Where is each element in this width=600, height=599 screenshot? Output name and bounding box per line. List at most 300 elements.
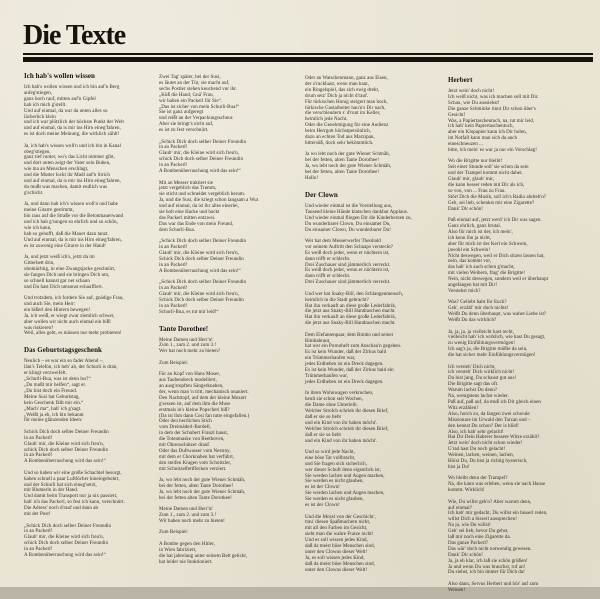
lyric-line: Schurli-Bua, es tut mir leid!“	[159, 309, 219, 315]
lyric-line: dann trifft er schlecht.	[305, 274, 351, 280]
stanza	[305, 292, 443, 327]
lyric-line: Was, a Papiertaschentuch, na, tut mir leid,	[448, 118, 535, 124]
lyric-line: Neulich – es war ein so fader Abend –,	[24, 359, 104, 365]
lyric-line: drum setz' Dich ja nicht d'rauf.	[305, 93, 369, 99]
lyric-line: mit dem er Chorknaben hat verführt,	[159, 454, 235, 460]
lyric-line: Ja wo lebt noch der gute Wiener Schmäh,	[305, 152, 390, 158]
lyric-line: Die Adress' noch d'rauf und dann ab	[24, 506, 99, 512]
lyric-line: sieht man die wahre Fratze nicht!	[305, 532, 374, 538]
lyric-line: ein Ringelspiel, das sich ewig dreht,	[305, 87, 380, 93]
lyric-line: in an Packerl!	[159, 303, 188, 309]
stanza	[305, 333, 443, 386]
lyric-line: und der Schurli hat sich eineg'setzt,	[24, 482, 97, 488]
lyric-line: hab ich mich g'stellt.	[24, 102, 67, 108]
lyric-line: daß er sie so liebt	[305, 432, 341, 438]
lyric-line: A Bombe gegen den Hitler,	[159, 541, 215, 547]
lyric-line: in Wien fabriziert,	[159, 547, 197, 553]
lyric-line: Wo bleibt denn der Trampel?	[448, 476, 508, 482]
lyric-line: aus Taubendreck modelliert,	[159, 378, 217, 384]
lyric-line: Stört Dich die Musik, soll ich's Radio abdreh'n?	[448, 194, 547, 200]
lyric-line: zu wenig Einfühlungsvermögen!	[448, 341, 515, 347]
lyric-line: Meine Damen und Herr'n!	[159, 337, 213, 343]
lyric-line: die verschleudern s' d'runt im Keller,	[305, 111, 381, 117]
lyric-line: Und auf einmal, da war da unten alles so	[24, 108, 108, 114]
stanza	[159, 530, 291, 536]
lyric-line: Ich hab' mir gedacht, Du willst ein bisserl reden,	[448, 511, 548, 517]
lyric-line: Ja, und dann hab ich's wissen woll'n und habe	[24, 202, 118, 208]
lyric-line: „Schick Dich doch selber Deiner Freundin	[159, 280, 247, 286]
lyric-line: und auf einmal, da ist ihr alles einerlei,	[159, 204, 239, 210]
lyric-line: Und so wird jede Nacht,	[305, 449, 355, 455]
lyric-line: lächerlich klein	[24, 114, 56, 120]
stanza	[448, 500, 588, 577]
lyric-line: und auf einmal, da is mir ins Hirn eineg'fahren,	[24, 179, 121, 185]
lyric-line: mit vielen Weibern, frag' die Brigitte!	[448, 271, 526, 277]
lyric-line: schick Dich doch selber Deiner Freundin	[24, 541, 109, 547]
lyric-line: Ganz ehrlich, ganz brutal.	[448, 224, 502, 230]
stanza	[159, 75, 291, 134]
lyric-line: es ist doch meine Meinung, die wirklich zählt!	[24, 132, 120, 138]
lyric-line: Warum lachst Du denn?	[448, 388, 498, 394]
lyric-line: Sie werden es nicht glauben,	[305, 497, 364, 503]
lyric-line: (Da ist ihm dann Cosi fan tutte eingefallen.)	[159, 413, 250, 419]
lyric-line: Oder an Watschenmann, ganz aus Eisen,	[305, 76, 388, 81]
lyric-line: das hab' ich auch schon g'macht,	[448, 265, 515, 271]
stanza	[159, 181, 291, 234]
lyric-line: der, wenn man 'n tritt, mechanisch onaniert.	[159, 389, 249, 395]
lyric-line: Schick Dich doch selber Deiner Freundin	[159, 297, 244, 303]
lyric-line: ein bißerl den Hintern bewegen!	[24, 307, 91, 313]
lyric-line: er klingt verzweifelt.	[24, 371, 67, 377]
lyric-line: mit der Post!	[24, 512, 51, 518]
lyric-line: Welcher Strolch schrieb ihr diesen Brief,	[305, 409, 389, 414]
lyric-line: Und die Moral von der Geschicht',	[305, 514, 376, 520]
stanza	[24, 296, 156, 337]
lyric-line: meine Gitarre gestimmt,	[24, 208, 74, 214]
lyric-line: daß da meist böse Menschen sind,	[305, 561, 375, 567]
lyric-line: Witz erzählen!	[448, 405, 479, 411]
stanza	[305, 152, 443, 182]
lyric-line: Geh' sei lieb, bevor Du gehst,	[448, 529, 509, 535]
lyric-line: Es weiß doch jeder, wenn er nüchtern ist,	[305, 250, 390, 256]
lyric-line: Missionare im Urwald den Tarzan und –	[448, 417, 531, 423]
stanza	[24, 359, 156, 424]
song-title: Ich hab's wollen wissen	[24, 72, 95, 80]
lyric-line: bist ja Du!	[448, 464, 470, 470]
lyric-line: im Notfall kann man sich da auch	[448, 136, 518, 142]
lyric-line: Schick Dich doch selber Deiner Freundin	[24, 429, 109, 435]
lyric-line: Sie werden lachen und Augen machen,	[305, 473, 385, 479]
lyric-line: Geh, sei lieb, schenkst mir eine Zigarette?	[448, 200, 535, 206]
song-title: Herbert	[448, 76, 473, 84]
lyric-line: und reißt an der Verpackungsschnur.	[159, 116, 234, 122]
lyric-line: hat wer ein Pornoheft zum Anschau'n gegeben.	[305, 344, 402, 350]
lyric-line: in an Packerl!	[24, 435, 53, 441]
lyric-line: Na ja, wie Du willst!	[448, 523, 491, 529]
lyric-line: bitte, ich mein' es war ja nur ein Vorschlag!	[448, 148, 537, 154]
lyric-line: Ja, ich hab's wissen woll'n und ich bin in Kanal	[24, 143, 121, 149]
lyric-line: heimlich jede Nacht.	[305, 117, 348, 123]
lyric-line: und die Mutter lockt ihr Madl auf'n Strich	[24, 173, 110, 179]
lyric-line: daß er sie so liebt	[305, 414, 341, 420]
lyric-line: Wo die Brigitte nur bleibt!	[448, 159, 503, 165]
lyric-line: sechs Postler stehen keuchend vor ihr.	[159, 86, 237, 92]
stanza	[448, 365, 588, 471]
lyric-line: und ein Kind von ihr haben möcht'.	[305, 420, 378, 426]
lyric-line: Jetzt wein' doch nicht schon wieder!	[448, 441, 523, 447]
lyric-line: ich kenn ihn ja nicht,	[448, 235, 492, 241]
lyric-line: Ich weiß nicht, was ich machen soll mit Dir.	[448, 94, 539, 100]
lyric-line: Bimbabraut,	[305, 338, 331, 344]
lyric-line: unter den Clowns dieser Welt!	[305, 567, 368, 573]
lyric-line: G'rad hast Du noch gelacht!	[448, 447, 506, 453]
lyric-line: bei der fetten, alten Tante Dorothee!	[159, 483, 234, 489]
lyric-line: Ich hab's wollen wissen und ich bin auf'n Berg	[24, 85, 120, 90]
lyric-line: In ihren Wohnwagen verkrochen,	[305, 391, 374, 397]
lyric-line: Oder das Duftwasser vom Nestroy,	[159, 448, 231, 454]
lyric-line: bei der fetten, alten Tante Dorothee!	[305, 170, 380, 176]
lyric-line: daß da meist böse Menschen sind,	[305, 544, 375, 550]
lyric-line: Zwei Tag' später, bei der Susi,	[159, 75, 221, 80]
lyric-line: willst Dich a bisserl aussprechen!	[448, 517, 517, 523]
lyric-line: „Das ist sicher von mein Schurli-Bua!“	[159, 104, 240, 110]
lyric-line: Glaub' mir, die Kleine wird sich freu'n,	[159, 151, 239, 157]
stanza	[159, 140, 291, 175]
lyrics-column-2	[159, 75, 291, 571]
lyric-line: Wer hat dem Messerwerfer Theobald	[305, 238, 381, 244]
lyric-line: laß mir noch eine Zigarette da.	[448, 535, 511, 541]
lyric-line: Das wär' doch nicht notwendig gewesen.	[448, 546, 532, 552]
stanza	[448, 159, 588, 212]
lyric-line: türkische Gastarbeiter hau'n's Dir nach,	[305, 105, 386, 111]
lyric-line: Die ganze Schminke rinnt Dir schon über's	[448, 106, 536, 112]
stanza	[24, 524, 156, 559]
lyric-line: Zum 1., zum 2. und zum 3.!	[159, 343, 217, 349]
lyric-line: in an Packerl!	[159, 245, 188, 251]
lyric-line: Meine Susi hat Geburtstag,	[24, 394, 80, 400]
lyric-line: und der Trampel kommt nicht daher.	[448, 171, 523, 177]
stanza	[305, 76, 443, 147]
lyric-line: die hat sicher mehr Einfühlungsvermögen!	[448, 353, 536, 359]
stanza	[159, 372, 291, 472]
lyric-line: Weißt Du das wirklich?	[448, 318, 497, 324]
lyric-line: „Schick Dich doch selber Deiner Freundin	[159, 239, 247, 245]
lyric-line: bei der fetten, alten Tante Dorothee!	[305, 158, 380, 164]
lyric-line: Es ist kein Wunder, daß der Zirkus bald ein	[305, 368, 394, 374]
lyric-line: wer dieser Schuft denn eigentlich ist,	[305, 467, 382, 473]
lyric-line: Weißt Du denn überhaupt, was wahre Liebe ist?	[448, 312, 547, 318]
stanza	[159, 338, 291, 356]
lyric-line: Mit an Messer traktiert sie	[159, 180, 214, 186]
stanza	[24, 430, 156, 465]
stanza	[448, 300, 588, 324]
lyric-line: Glaub' mir, glaub' mir,	[448, 177, 495, 183]
lyric-line: Wie, Du willst geh'n? Aber warum denn,	[448, 499, 532, 505]
lyric-line: schick Dich doch selber Deiner Freundin	[24, 447, 109, 453]
lyric-line: was riskieren?	[24, 325, 54, 331]
stanza	[448, 89, 588, 154]
lyric-line: an ausg'stopften Sängerknaben,	[159, 383, 224, 389]
lyric-line: Gesicht!	[448, 112, 466, 118]
lyric-line: in dem der Schubert Franzl haust,	[159, 431, 229, 437]
lyric-line: angefangen hat mit Dir!	[448, 283, 498, 289]
lyric-line: obeg'stiegen,	[24, 149, 51, 155]
lyric-line: es ist zuwenig eine Gitarre in der Hand!	[24, 243, 106, 249]
lyric-line: aber für mich ist der Kerl ein Schwein,	[448, 241, 528, 247]
lyric-line: Drei Zuschauer sind jämmerlich verreckt.	[305, 280, 391, 286]
lyric-line: in an Packerl!	[159, 145, 188, 151]
lyric-line: Also, ich hab' sehr gelacht!	[448, 429, 504, 435]
lyric-line: sie sticht und schneidet vergeblich herum.	[159, 192, 246, 198]
lyrics-column-4	[448, 76, 588, 599]
lyric-line: und auf einmal, da is mir ins Hirn eineg'fahren,	[24, 126, 121, 132]
header-rule-thin	[23, 53, 593, 55]
lyric-line: vielleicht hab' ich wirklich, wie hast Du gesagt,	[448, 335, 546, 341]
lyric-line: „Schurli-Bua, was ist denn los?“	[24, 377, 91, 383]
lyric-line: ganz hoch rauf, mitten auf'n Gipfel	[24, 96, 96, 102]
lyric-line: Glaub' mir, die Kleine wird sich freu'n,	[159, 250, 239, 256]
lyric-line: Es ist kein Wunder, daß der Zirkus bald	[305, 350, 387, 356]
lyric-line: Wir haben noch mehr zu bieten!	[159, 519, 225, 524]
lyric-line: Wer hat noch mehr zu bieten?	[159, 349, 221, 355]
lyric-line: Für an Kopf von Hans Moser,	[159, 372, 221, 378]
lyric-line: Gitterbett drin,	[24, 260, 55, 266]
lyric-line: läut's Telefon, ich heb' ab, der Schurli is dran,	[24, 365, 118, 371]
stanza	[24, 255, 156, 290]
lyric-line: mit Blumerln in der Hand.	[24, 488, 79, 494]
lyric-line: sie fangen Dich und sie bringen Dich um,	[24, 272, 110, 278]
lyric-line: Drei Zuschauer sind jämmerlich verreckt.	[305, 262, 391, 268]
lyric-line: eineschneuzen ...	[448, 142, 484, 148]
stanza	[305, 391, 443, 444]
lyric-line: in an Packerl!	[159, 262, 188, 268]
lyric-line: Sie ist ganz aufgeregt	[159, 110, 204, 116]
lyric-line: Sie werden lachen und Augen machen,	[305, 491, 385, 497]
lyric-line: A Bombenüberraschung wird das sein!“	[24, 553, 106, 559]
lyric-line: Es weiß doch jeder, wenn er nüchtern ist,	[305, 268, 390, 274]
page-title: Die Texte	[23, 20, 126, 51]
lyric-line: Hat Dir Dein Haberer bessere Witze erzählt?	[448, 435, 540, 441]
lyric-line: und auch Sie, mein Herr:	[24, 301, 76, 307]
lyric-line: hat leider nie funktioniert.	[159, 559, 213, 565]
lyric-line: bei der fetten alten Tante Dorothee!	[159, 495, 232, 501]
lyric-line: die jetzt aus Snaky-Bill Handtaschen macht.	[305, 321, 396, 327]
lyric-line: Dank' Dir schön!	[448, 552, 484, 558]
lyric-line: Und so haben wir eine große Schachtel besorgt,	[24, 470, 122, 476]
lyric-line: „Mach' ma“, hab' ich g'sagt.	[24, 406, 82, 412]
stanza	[159, 507, 291, 525]
lyric-line: Paß auf, paß auf, da muß ich Dir gleich einen	[448, 400, 541, 405]
song-title: Tante Dorothee!	[159, 324, 209, 333]
lyric-line: Welcher Strolch schrieb ihr diesen Brief,	[305, 426, 389, 432]
stanza	[448, 218, 588, 295]
lyric-line: kommt. Wirklich!	[448, 488, 485, 494]
lyric-line: jetzt vergeblich das Trumm,	[159, 186, 217, 192]
lyric-line: erstmals in's kleine Popscherl biß?	[159, 407, 230, 413]
lyric-line: so schnell kannst gar net schaun	[24, 278, 90, 284]
lyric-line: hab' ich das Packerl, so fest ich kann, verschnürt.	[24, 500, 125, 506]
lyric-line: Trümmerhaufen war,	[305, 373, 349, 379]
lyric-line: wie ich kann,	[24, 225, 52, 231]
lyric-line: heult sie schon seit Wochen,	[305, 397, 363, 403]
lyric-line: mit Ohrenschützer drauf.	[159, 443, 211, 449]
lyric-line: es ist zu fest verschnürt.	[159, 128, 209, 134]
lyric-line: Du siehst, ich bin immer für Dich da!	[448, 570, 525, 576]
stanza	[305, 239, 443, 286]
lyric-line: aber ein Klopapier kann ich Dir holen,	[448, 130, 527, 136]
lyric-line: in an Packerl!	[159, 163, 188, 169]
lyric-line: „Küß die Hand, Gnä' Frau,	[159, 92, 214, 98]
lyric-line: dazu an echten Tod aus Marzipan,	[305, 135, 375, 141]
lyric-line: eine böse Tat vollbracht,	[305, 455, 356, 461]
lyric-line: ohnmächtig, in eine Zwangsjacke geschnürt,	[24, 266, 116, 272]
lyric-line: Was? Geliebt habt Ihr Euch?	[448, 300, 507, 306]
lyric-line: Also für mich ist der, ich mein',	[448, 229, 513, 235]
lyric-line: aber wollen wir nicht auch einmal ein bißl	[24, 319, 111, 325]
lyric-line: Paß einmal auf, jetzt werd' ich Dir was sagen.	[448, 218, 542, 224]
lyric-line: den steifen Kragen vom Schnitzler,	[159, 460, 232, 466]
lyric-line: die Totenmaske von Beethoven,	[159, 437, 225, 443]
lyric-line: Das war das Ende von mein Freund,	[159, 221, 234, 227]
lyric-line: Ja, und die Susi, die kriegt schon langsam a Wut	[159, 198, 259, 204]
song-title: Das Geburtstagsgeschenk	[24, 346, 102, 355]
lyric-line: mit all den Farben im Gesicht,	[305, 526, 368, 532]
lyric-line: vom Dreimäderl-Bordell,	[159, 425, 211, 431]
lyric-line: Ja, wo lebt noch der gute Wiener Schmäh,	[159, 489, 246, 495]
lyric-line: Und es soll wissen jedes Kind,	[305, 538, 368, 544]
lyric-line: Weinen!	[448, 587, 466, 593]
lyric-line: „Weißt ja eh, ich bin bekannt	[24, 412, 84, 418]
lyric-line: in an Packerl!	[24, 529, 53, 535]
lyric-line: Oder den herrlichen Stich	[159, 419, 212, 425]
stanza	[24, 202, 156, 249]
lyric-line: und ich war plötzlich der höchste Punkt der Welt	[24, 120, 124, 126]
lyric-line: nein, das kommt vor,	[448, 259, 492, 265]
lyric-line: Ja und wenn Du was brauchst, ruf an!	[448, 564, 526, 570]
lyrics-column-3	[305, 76, 443, 579]
lyric-line: Das ganze Packerl?	[448, 540, 489, 546]
lyric-line: g'schicht.	[24, 190, 44, 196]
lyric-line: und ich hab g'sungen so ehrlich und so schön,	[24, 220, 118, 226]
lyric-line: Und damit beim Transport nur ja nix passiert,	[24, 494, 118, 500]
lyric-line: du mußt was machen, damit endlich was	[24, 185, 108, 190]
lyric-line: die hat jahrelang unter seinem Bett getickt,	[159, 553, 248, 559]
lyric-line: auf einmal?	[448, 505, 473, 511]
lyric-line: Und auf einmal, da is mir ins Hirn eineg'fahren,	[24, 237, 122, 243]
lyric-line: ganz tief runter, wo's das Licht nimmer gibt,	[24, 155, 115, 161]
lyric-line: Schick Dich doch selber Deiner Freundin	[159, 256, 244, 262]
lyric-line: g'sessen ist, auf dem ihm die Muse	[159, 401, 231, 407]
stanza	[159, 361, 291, 367]
lyric-line: Den Nachttopf, auf dem der kleine Mozart	[159, 395, 247, 401]
lyric-line: Ja, wo lebt noch der gute Wiener Schmäh,	[305, 164, 392, 170]
lyric-line: Die Brigitte sagt das oft.	[448, 382, 499, 388]
lyric-line: Sie werden es nicht glauben,	[305, 479, 364, 485]
lyric-line: wir haben ein Packerl für Sie“.	[159, 98, 223, 104]
lyric-line: die kann besser reden mit Dir als ich,	[448, 183, 525, 189]
lyric-line: Hat ihn verkauft an diese große Lederfabrik,	[305, 303, 397, 309]
lyric-line: Schau, wie Du aussiehst!	[448, 100, 500, 106]
lyric-line: jedes Erdbeben ist ein Dreck dagegen.	[305, 379, 384, 385]
lyric-line: Du bist jung, Du schaust gut aus!	[448, 376, 517, 382]
lyric-line: wie ma an Menschen erschlagt,	[24, 167, 89, 173]
lyric-line: es ist der Clown!	[305, 503, 340, 509]
lyric-line: mit Schnitzelfettflecken verziert.	[159, 466, 227, 472]
lyric-line: für meine glänzenden Ideen:	[24, 418, 83, 424]
lyric-line: Meine Damen und Herr'n!	[159, 507, 213, 513]
lyric-line: Geh', erzähl' mir doch nichts!	[448, 306, 509, 312]
lyric-line: die jetzt aus Snaky-Bill Handtaschen macht.	[305, 309, 396, 315]
lyric-line: und dort unten zeigt der Vater sein Buben,	[24, 161, 111, 167]
lyric-line: der z'ruckhaut, wenn man haut,	[305, 81, 370, 87]
lyric-line: dann trifft er schlecht.	[305, 256, 351, 262]
lyric-line: Hörst Du, Du bist ja richtig hysterisch,	[448, 459, 528, 465]
lyric-line: Hallo!	[305, 176, 319, 181]
lyric-line: so von, von ... Frau zu Frau.	[448, 189, 506, 194]
lyric-line: Seit einer Stunde soll' sie schon da sein	[448, 165, 529, 171]
lyric-line: beim Herrgott höchstpersönlich,	[305, 129, 372, 135]
lyric-line: bin raus auf die Straße vor die Betonmauerwand	[24, 214, 124, 220]
lyric-line: unter den Clowns dieser Welt!	[305, 549, 368, 555]
lyric-line: Nicht deswegen, weil er Dich sitzen lassen hat,	[448, 253, 545, 259]
lyric-line: hab so gehofft, daß die Mauer dazu tanzt.	[24, 231, 109, 237]
lyric-line: Also, horch zu, da fangen zwei schwule	[448, 411, 530, 417]
lyric-line: Dem Elefantenpaar, dem Bimbo und seiner	[305, 332, 394, 338]
lyric-line: A Bombenüberraschung wird das sein!“	[24, 459, 106, 465]
lyric-line: Zum Beispiel:	[159, 360, 189, 366]
lyric-line: jedes Erdbeben ist ein Dreck dagegen.	[305, 362, 384, 368]
stanza	[305, 204, 443, 234]
lyric-line: Und wer hat Snaky-Bill, den Schlangenmensch,	[305, 291, 404, 297]
lyric-line: Ja, wo lebt noch der gute Wiener Schmäh,	[159, 478, 246, 484]
lyric-line: Dank' Dir schön!	[448, 206, 484, 212]
lyric-line: den kennst Du schon? Der is blöd!	[448, 423, 519, 429]
stanza	[24, 471, 156, 518]
lyric-line: „Schick Dich doch selber Deiner Freundin	[24, 523, 112, 529]
lyric-line: Du wunderbarer Clown, Du einsamer Du,	[305, 221, 391, 227]
lyric-line: und Du hast Dich umsonst echauffiert.	[24, 284, 103, 290]
lyric-line: in an Packerl!	[24, 547, 53, 553]
lyric-line: „Du bist doch ein Freund.	[24, 388, 78, 394]
stanza	[305, 450, 443, 509]
lyric-line: die Dame ohne Unterleib.	[305, 403, 358, 409]
lyric-line: Ja, es soll wissen jedes Kind,	[305, 555, 365, 561]
lyric-line: „Du mußt mir helfen“, sagt er.	[24, 382, 87, 388]
lyrics-column-1	[24, 72, 156, 564]
lyric-line: ich versteh' Dich wirklich nicht!	[448, 370, 515, 376]
stanza	[448, 330, 588, 360]
lyric-line: es ist der Clown!	[305, 485, 340, 491]
lyric-line: bittersüß, doch sehr bekömmlich.	[305, 140, 374, 146]
lyric-line: Und wieder einmal fliegen Dir die Kinderherzen zu,	[305, 215, 412, 221]
lyric-line: Für türkischen Honig steigert man hoch,	[305, 99, 388, 105]
lyric-line: Du einsamer Clown, Du wunderbarer Du!	[305, 227, 391, 233]
lyric-line: Na, die kann was erleben, wenn sie nach Hause	[448, 482, 546, 488]
stanza	[448, 582, 588, 594]
lyric-line: schick Dich doch selber Deiner Freundin	[159, 157, 244, 163]
lyric-line: Ich versteh' Dich nicht,	[448, 364, 496, 370]
lyric-line: heimlich in die Stadt gebracht?	[305, 297, 369, 303]
lyric-line: Weinen, lachen, weinen, lachen,	[448, 453, 514, 459]
lyric-line: Hat ihn verkauft an diese große Lederfabrik,	[305, 315, 397, 321]
lyric-line: dem Schurli-Bua.	[159, 227, 196, 233]
lyric-line: kein Geschenk fällt mir ein.“	[24, 400, 84, 406]
lyric-line: Nein, nicht deswegen, sondern weil er überhaupt	[448, 277, 549, 283]
song-title: Der Clown	[305, 190, 338, 199]
stanza	[159, 478, 291, 502]
lyric-line: Na, wenigstens lachst wieder.	[448, 394, 509, 400]
lyric-line: aufeg'stiegen,	[24, 90, 53, 96]
